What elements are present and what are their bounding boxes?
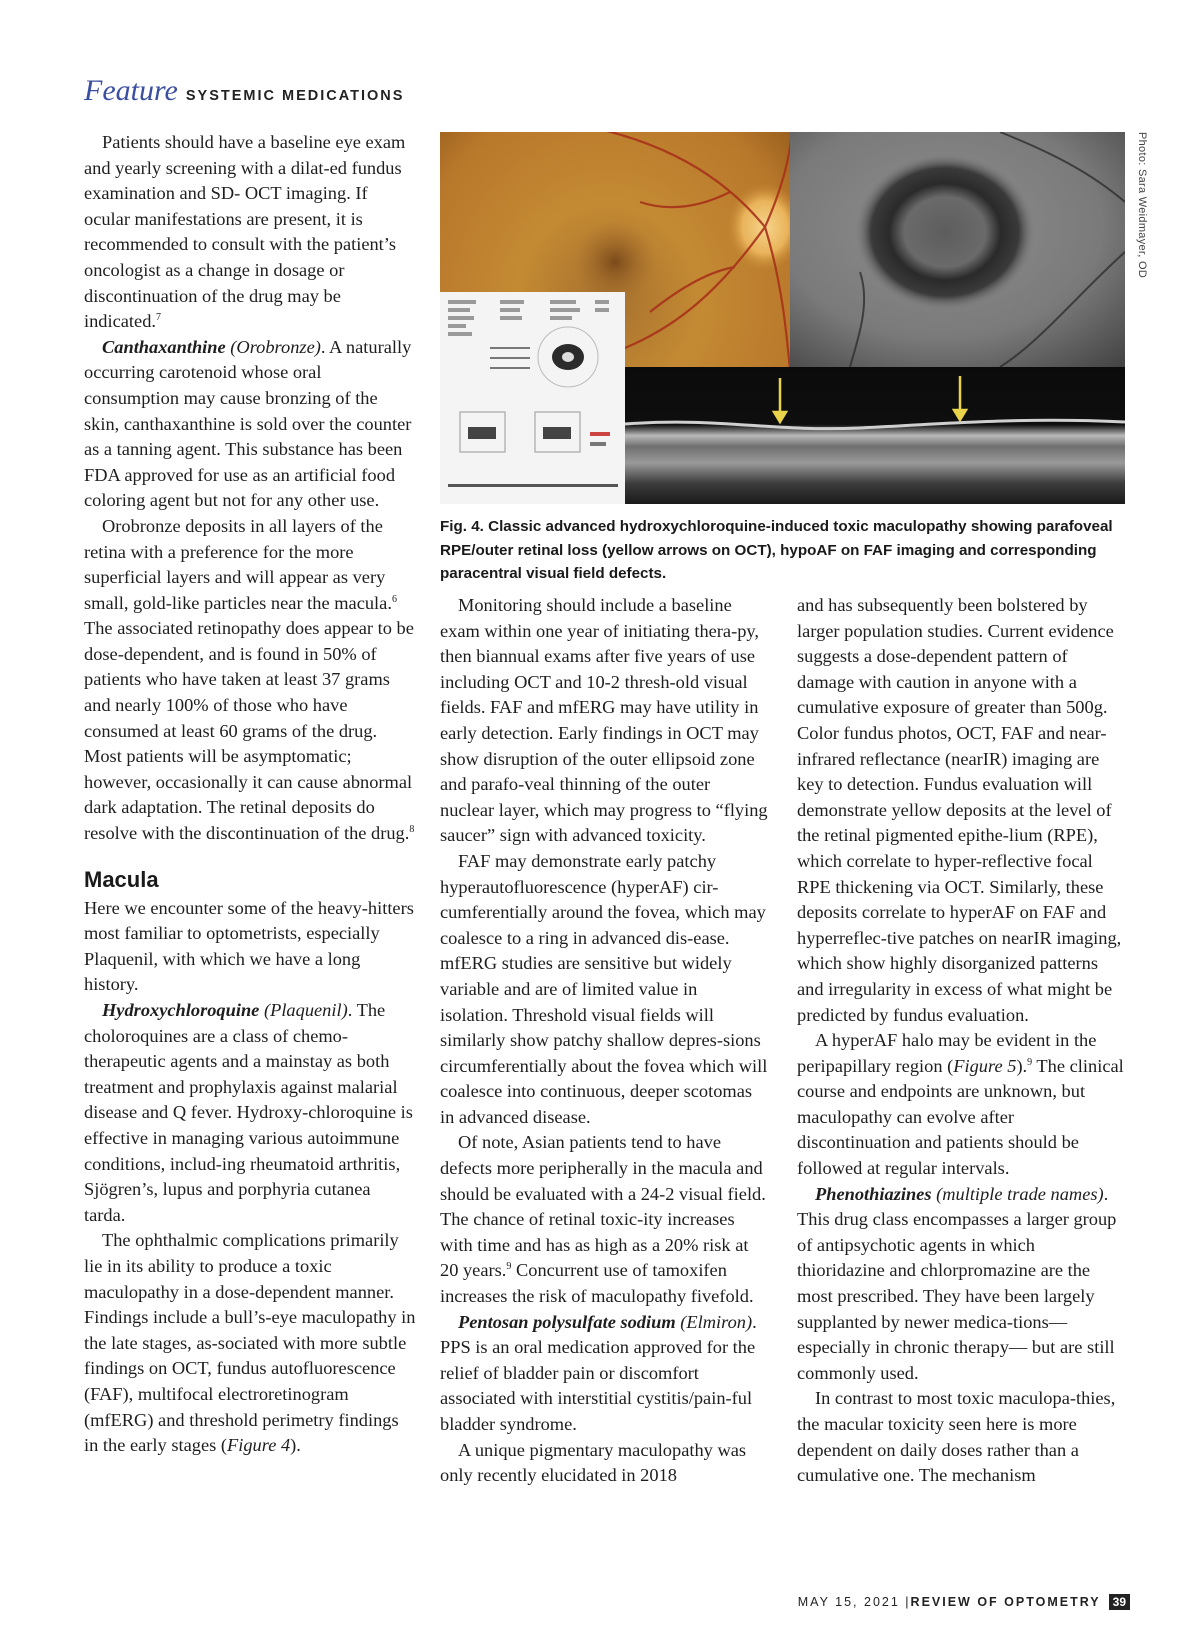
drug-name: Phenothiazines — [815, 1183, 932, 1204]
paragraph: Pentosan polysulfate sodium (Elmiron). PPS is an oral medication approved for the relief of bladder pain or discomfort associated with interstitial cystitis/pain-ful bladder syndrome. — [440, 1311, 757, 1434]
figure-reference: Figure 4 — [227, 1435, 291, 1456]
column-2 — [440, 593, 768, 1489]
trade-name: (multiple trade names) — [931, 1183, 1104, 1204]
paragraph: The ophthalmic complications primarily lie in its ability to produce a toxic maculopathy in a dose-dependent manner. Findings include a bull’s-eye maculopathy in the late stages, as-sociated with more subtle findings on OCT, fundus autofluorescence (FAF), multifocal electroretinogram (mfERG) and threshold perimetry findings in the early stages (Figure 4). — [84, 1230, 416, 1456]
subheading-macula: Macula — [84, 866, 159, 892]
column-1 — [84, 130, 416, 1459]
reference-number: 9 — [506, 1261, 512, 1273]
figure-4-image — [440, 132, 1125, 504]
reference-number: 7 — [156, 312, 162, 324]
paragraph: Patients should have a baseline eye exam and yearly screening with a dilat-ed fundus examination and SD- OCT imaging. If ocular manifestations are present, it is recommended to consult with the patient’s oncologist as a change in dosage or discontinuation of the drug may be indicated.$^7$ — [84, 132, 406, 332]
column-3 — [797, 593, 1127, 1489]
paragraph: FAF may demonstrate early patchy hyperautofluorescence (hyperAF) cir-cumferentially around the fovea, which may coalesce to a ring in advanced dis-ease. mfERG studies are sensitive but widely variable and are of limited value in isolation. Threshold visual fields will similarly show patchy shallow depres-sions circumferentially about the fovea which will coalesce into continuous, deeper scotomas in advanced disease. — [440, 850, 768, 1127]
trade-name: (Plaquenil) — [259, 1000, 348, 1020]
drug-name: Hydroxychloroquine — [102, 1000, 260, 1020]
paragraph: A unique pigmentary maculopathy was only recently elucidated in 2018 — [440, 1439, 747, 1486]
trade-name: (Orobronze) — [225, 336, 321, 357]
paragraph: A hyperAF halo may be evident in the peripapillary region (Figure 5).$^9$ The clinical course and endpoints are unknown, but maculopathy can evolve after discontinuation and patients should be followed at regular intervals. — [797, 1030, 1124, 1179]
paragraph: Hydroxychloroquine (Plaquenil). The choloroquines are a class of chemo-therapeutic agents and a mainstay as both treatment and prophylaxis against malarial disease and Q fever. Hydroxy-chloroquine is effective in managing various autoimmune conditions, includ-ing rheumatoid arthritis, Sjögren’s, lupus and porphyria cutanea tarda. — [84, 1000, 413, 1225]
section-title: SYSTEMIC MEDICATIONS — [185, 88, 405, 104]
retina-imaging-composite — [440, 132, 1125, 504]
paragraph: In contrast to most toxic maculopa-thies, the macular toxicity seen here is more dependent on daily doses rather than a cumulative one. The mechanism — [797, 1388, 1116, 1486]
paragraph: and has subsequently been bolstered by larger population studies. Current evidence suggests a dose-dependent pattern of damage with caution in anyone with a cumulative exposure of greater than 500g. Color fundus photos, OCT, FAF and near-infrared reflectance (nearIR) imaging are key to detection. Fundus evaluation will demonstrate yellow deposits at the level of the retinal pigmented epithe-lium (RPE), which correlate to hyper-reflective focal RPE thickening via OCT. Similarly, these deposits correlate to hyperAF on FAF and hyperreflec-tive patches on nearIR imaging, which show highly disorganized patterns and irregularity in excess of what might be predicted by fundus evaluation. — [797, 595, 1122, 1025]
photo-credit: Photo: Sara Weidmayer, OD — [1136, 132, 1148, 279]
figure-reference: Figure 5 — [953, 1055, 1017, 1076]
reference-number: 9 — [1027, 1056, 1033, 1068]
paragraph: Orobronze deposits in all layers of the retina with a preference for the more superficial layers and will appear as very small, gold-like particles near the macula.$^6$ The associated retinopathy does appear to be dose-dependent, and is found in 50% of patients who have taken at least 37 grams and nearly 100% of those who have consumed at least 60 grams of the drug. Most patients will be asymptomatic; however, occasionally it can cause abnormal dark adaptation. The retinal deposits do resolve with the discontinuation of the drug.$^8$ — [84, 515, 415, 844]
page-footer — [798, 1592, 1130, 1612]
magazine-name: REVIEW OF OPTOMETRY — [910, 1595, 1101, 1609]
issue-date: MAY 15, 2021 | — [797, 1595, 911, 1609]
paragraph: Monitoring should include a baseline exam within one year of initiating thera-py, then biannual exams after five years of use including OCT and 10-2 thresh-old visual fields. FAF and mfERG may have utility in early detection. Early findings in OCT may show disruption of the outer ellipsoid zone and parafo-veal thinning of the outer nuclear layer, which may progress to “flying saucer” sign with advanced toxicity. — [440, 595, 768, 846]
paragraph: Phenothiazines (multiple trade names). This drug class encompasses a larger group of antipsychotic agents in which thioridazine and chlorpromazine are the most prescribed. They have been largely supplanted by newer medica-tions— especially in chronic therapy— but are still commonly used. — [797, 1183, 1117, 1383]
paragraph: Canthaxanthine (Orobronze). A naturally occurring carotenoid whose oral consumption may cause bronzing of the skin, canthaxanthine is sold over the counter as a tanning agent. This substance has been FDA approved for use as an artificial food coloring agent but not for any other use. — [84, 336, 412, 511]
reference-number: 8 — [409, 824, 415, 836]
page-number: 39 — [1109, 1594, 1130, 1610]
trade-name: (Elmiron) — [675, 1311, 753, 1332]
drug-name: Pentosan polysulfate sodium — [458, 1311, 676, 1332]
page-header — [84, 74, 404, 108]
paragraph: Of note, Asian patients tend to have defects more peripherally in the macula and should be evaluated with a 24-2 visual field. The chance of retinal toxic-ity increases with time and has as high as a 20% risk at 20 years.$^9$ Concurrent use of tamoxifen increases the risk of maculopathy fivefold. — [440, 1132, 766, 1307]
paragraph: Here we encounter some of the heavy-hitters most familiar to optometrists, especially Plaquenil, with which we have a long history. — [84, 897, 414, 995]
drug-name: Canthaxanthine — [102, 336, 226, 357]
reference-number: 6 — [391, 593, 397, 605]
feature-label: Feature — [84, 74, 178, 107]
figure-caption: Fig. 4. Classic advanced hydroxychloroquine-induced toxic maculopathy showing parafoveal RPE/outer retinal loss (yellow arrows on OCT), hypoAF on FAF imaging and corresponding paracentral visual field defects. — [440, 518, 1113, 582]
